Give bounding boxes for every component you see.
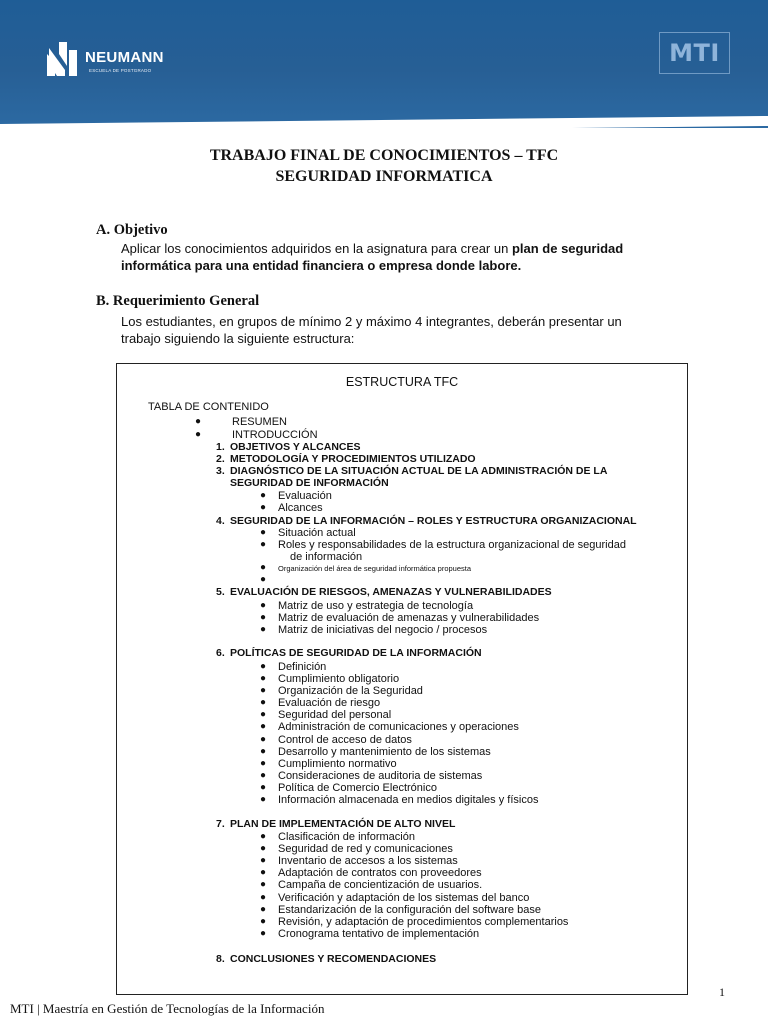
toc-sub-label: Control de acceso de datos — [278, 734, 412, 746]
document-title: TRABAJO FINAL DE CONOCIMIENTOS – TFC — [209, 147, 559, 164]
toc-sub-label: Situación actual — [278, 527, 356, 539]
bullet-icon: ● — [260, 892, 267, 903]
bullet-icon: ● — [260, 928, 267, 939]
bullet-icon: ● — [260, 612, 267, 623]
footer-text: MTI | Maestría en Gestión de Tecnologías de la Información — [10, 1001, 325, 1016]
bullet-icon: ● — [260, 916, 267, 927]
bullet-icon: ● — [260, 867, 267, 878]
bullet-icon: ● — [260, 624, 267, 635]
toc-box: ESTRUCTURA TFC TABLA DE CONTENIDO ● RESUMEN ● INTRODUCCIÓN 1. OBJETIVOS Y ALCANCES 2. METODOLOGÍA Y PROCEDIMIENTOS UTILIZADO 3. DIAGNÓSTICO DE LA SITUACIÓN ACTUAL DE LA ADMINISTRACIÓN DE LA SEGURIDAD DE INFORMACIÓN ● Evaluación ● Alcances 4. SEGURIDAD DE LA INFORMACIÓN – ROLES Y ESTRUCTURA ORGANIZACIONAL ● Situación actual ● Roles y responsabilidades de la estructura organizacional de seguridad de información ● Organización del área de seguridad informática propuesta ● 5. EVALUACIÓN DE RIESGOS, AMENAZAS Y VULNERABILIDADES ● Matriz de uso y estrategia de tecnología ● Matriz de evaluación de amenazas y vulnerabilidades ● Matriz de iniciativas del negocio / procesos 6. POLÍTICAS DE SEGURIDAD DE LA INFORMACIÓN ● Definición ● Cumplimiento obligatorio ● Organización de la Seguridad ● Evaluación de riesgo ● Seguridad del personal ● Administración de comunicaciones y operaciones ● Control de acceso de datos ● Desarrollo y mantenimiento de los sistemas ● Cumplimiento normativo ● Consideraciones de auditoria de sistemas ● Política de Comercio Electrónico ● Información almacenada en medios digitales y físicos 7. PLAN DE IMPLEMENTACIÓN DE ALTO NIVEL ● Clasificación de información ● Seguridad de red y comunicaciones ● Inventario de accesos a los sistemas ● Adaptación de contratos con proveedores ● Campaña de concientización de usuarios. ● Verificación y adaptación de los sistemas del banco ● Estandarización de la configuración del software base ● Revisión, y adaptación de procedimientos complementarios ● Cronograma tentativo de implementación 8. CONCLUSIONES Y RECOMENDACIONES — [116, 363, 688, 995]
bullet-icon: ● — [260, 770, 267, 781]
toc-sub-label: Evaluación — [278, 490, 332, 502]
toc-item-label: OBJETIVOS Y ALCANCES — [230, 441, 361, 453]
bullet-icon: ● — [260, 600, 267, 611]
bullet-icon: ● — [260, 697, 267, 708]
toc-sub-label: Consideraciones de auditoria de sistemas — [278, 770, 483, 782]
toc-sub-label: Evaluación de riesgo — [278, 697, 381, 709]
toc-sub-label: Inventario de accesos a los sistemas — [278, 855, 458, 867]
toc-intro-label: RESUMEN — [232, 416, 288, 428]
document-subtitle: SEGURIDAD INFORMATICA — [275, 168, 493, 185]
toc-sub-label: Definición — [278, 661, 327, 673]
toc-sub-label: Información almacenada en medios digitales y físicos — [278, 794, 539, 806]
toc-item-label-continued: SEGURIDAD DE INFORMACIÓN — [230, 477, 389, 489]
toc-sub-label: Matriz de iniciativas del negocio / procesos — [278, 624, 488, 636]
toc-sub-label: Roles y responsabilidades de la estructura organizacional de seguridad — [278, 539, 626, 551]
toc-sub-label: Cumplimiento obligatorio — [278, 673, 400, 685]
toc-sub-label: Organización del área de seguridad informática propuesta — [278, 564, 472, 573]
bullet-icon: ● — [260, 843, 267, 854]
toc-sub-label: Revisión, y adaptación de procedimientos complementarios — [278, 916, 569, 928]
toc-intro-label: INTRODUCCIÓN — [232, 429, 318, 441]
objective-text-plain: Aplicar los conocimientos adquiridos en la asignatura para crear un — [121, 241, 512, 256]
bullet-icon: ● — [260, 661, 267, 672]
bullet-icon: ● — [260, 794, 267, 805]
bullet-icon: ● — [260, 721, 267, 732]
bullet-icon: ● — [260, 746, 267, 757]
toc-sub-label: Cronograma tentativo de implementación — [278, 928, 480, 940]
toc-sub-label: Matriz de uso y estrategia de tecnología — [278, 600, 474, 612]
toc-item-label: SEGURIDAD DE LA INFORMACIÓN – ROLES Y ESTRUCTURA ORGANIZACIONAL — [230, 515, 637, 527]
bullet-icon: ● — [195, 429, 202, 440]
bullet-icon: ● — [260, 490, 267, 501]
toc-sub-label: Clasificación de información — [278, 831, 415, 843]
logo-subtitle: ESCUELA DE POSTGRADO — [89, 68, 152, 73]
toc-item-label: DIAGNÓSTICO DE LA SITUACIÓN ACTUAL DE LA ADMINISTRACIÓN DE LA — [230, 465, 608, 477]
bullet-icon: ● — [260, 758, 267, 769]
requirement-heading: B. Requerimiento General — [96, 293, 260, 309]
toc-sub-label: Verificación y adaptación de los sistemas del banco — [278, 892, 530, 904]
toc-item-label: METODOLOGÍA Y PROCEDIMIENTOS UTILIZADO — [230, 453, 476, 465]
toc-heading: TABLA DE CONTENIDO — [148, 401, 269, 413]
bullet-icon: ● — [260, 734, 267, 745]
toc-title: ESTRUCTURA TFC — [345, 375, 459, 389]
bullet-icon: ● — [195, 416, 202, 427]
toc-sub-label: Administración de comunicaciones y operaciones — [278, 721, 519, 733]
toc-sub-label: Matriz de evaluación de amenazas y vulnerabilidades — [278, 612, 540, 624]
toc-sub-label: Adaptación de contratos con proveedores — [278, 867, 482, 879]
toc-sub-label-continued: de información — [290, 551, 363, 563]
bullet-icon: ● — [260, 782, 267, 793]
toc-sub-label: Cumplimiento normativo — [278, 758, 397, 770]
header-banner — [0, 0, 768, 128]
mti-logo: MTI — [659, 32, 730, 74]
toc-sub-label: Campaña de concientización de usuarios. — [278, 879, 483, 891]
toc-sub-label: Desarrollo y mantenimiento de los sistemas — [278, 746, 491, 758]
neumann-logo-icon — [45, 40, 79, 78]
bullet-icon: ● — [260, 502, 267, 513]
bullet-icon: ● — [260, 673, 267, 684]
toc-item-label: PLAN DE IMPLEMENTACIÓN DE ALTO NIVEL — [230, 818, 456, 830]
toc-sub-label: Alcances — [278, 502, 323, 514]
bullet-icon: ● — [260, 527, 267, 538]
toc-item-label: CONCLUSIONES Y RECOMENDACIONES — [230, 953, 437, 965]
bullet-icon: ● — [260, 574, 267, 585]
neumann-logo — [45, 40, 185, 80]
toc-sub-label: Organización de la Seguridad — [278, 685, 423, 697]
bullet-icon: ● — [260, 855, 267, 866]
toc-item-label: POLÍTICAS DE SEGURIDAD DE LA INFORMACIÓN — [230, 647, 482, 659]
bullet-icon: ● — [260, 685, 267, 696]
toc-sub-label: Política de Comercio Electrónico — [278, 782, 437, 794]
bullet-icon: ● — [260, 831, 267, 842]
bullet-icon: ● — [260, 879, 267, 890]
toc-sub-label: Estandarización de la configuración del software base — [278, 904, 541, 916]
bullet-icon: ● — [260, 904, 267, 915]
objective-heading: A. Objetivo — [96, 222, 168, 238]
toc-item-label: EVALUACIÓN DE RIESGOS, AMENAZAS Y VULNERABILIDADES — [230, 586, 552, 598]
bullet-icon: ● — [260, 539, 267, 550]
bullet-icon: ● — [260, 709, 267, 720]
toc-sub-label: Seguridad del personal — [278, 709, 392, 721]
bullet-icon: ● — [260, 562, 267, 573]
objective-text-bold: plan de seguridad informática para una entidad financiera o empresa donde labore. — [121, 241, 624, 273]
requirement-text: Los estudiantes, en grupos de mínimo 2 y máximo 4 integrantes, deberán presentar un trabajo siguiendo la siguiente estructura: — [121, 314, 622, 346]
logo-name: NEUMANN — [85, 49, 164, 66]
objective-text — [121, 240, 641, 274]
toc-sub-label: Seguridad de red y comunicaciones — [278, 843, 453, 855]
page-number: 1 — [719, 985, 725, 999]
